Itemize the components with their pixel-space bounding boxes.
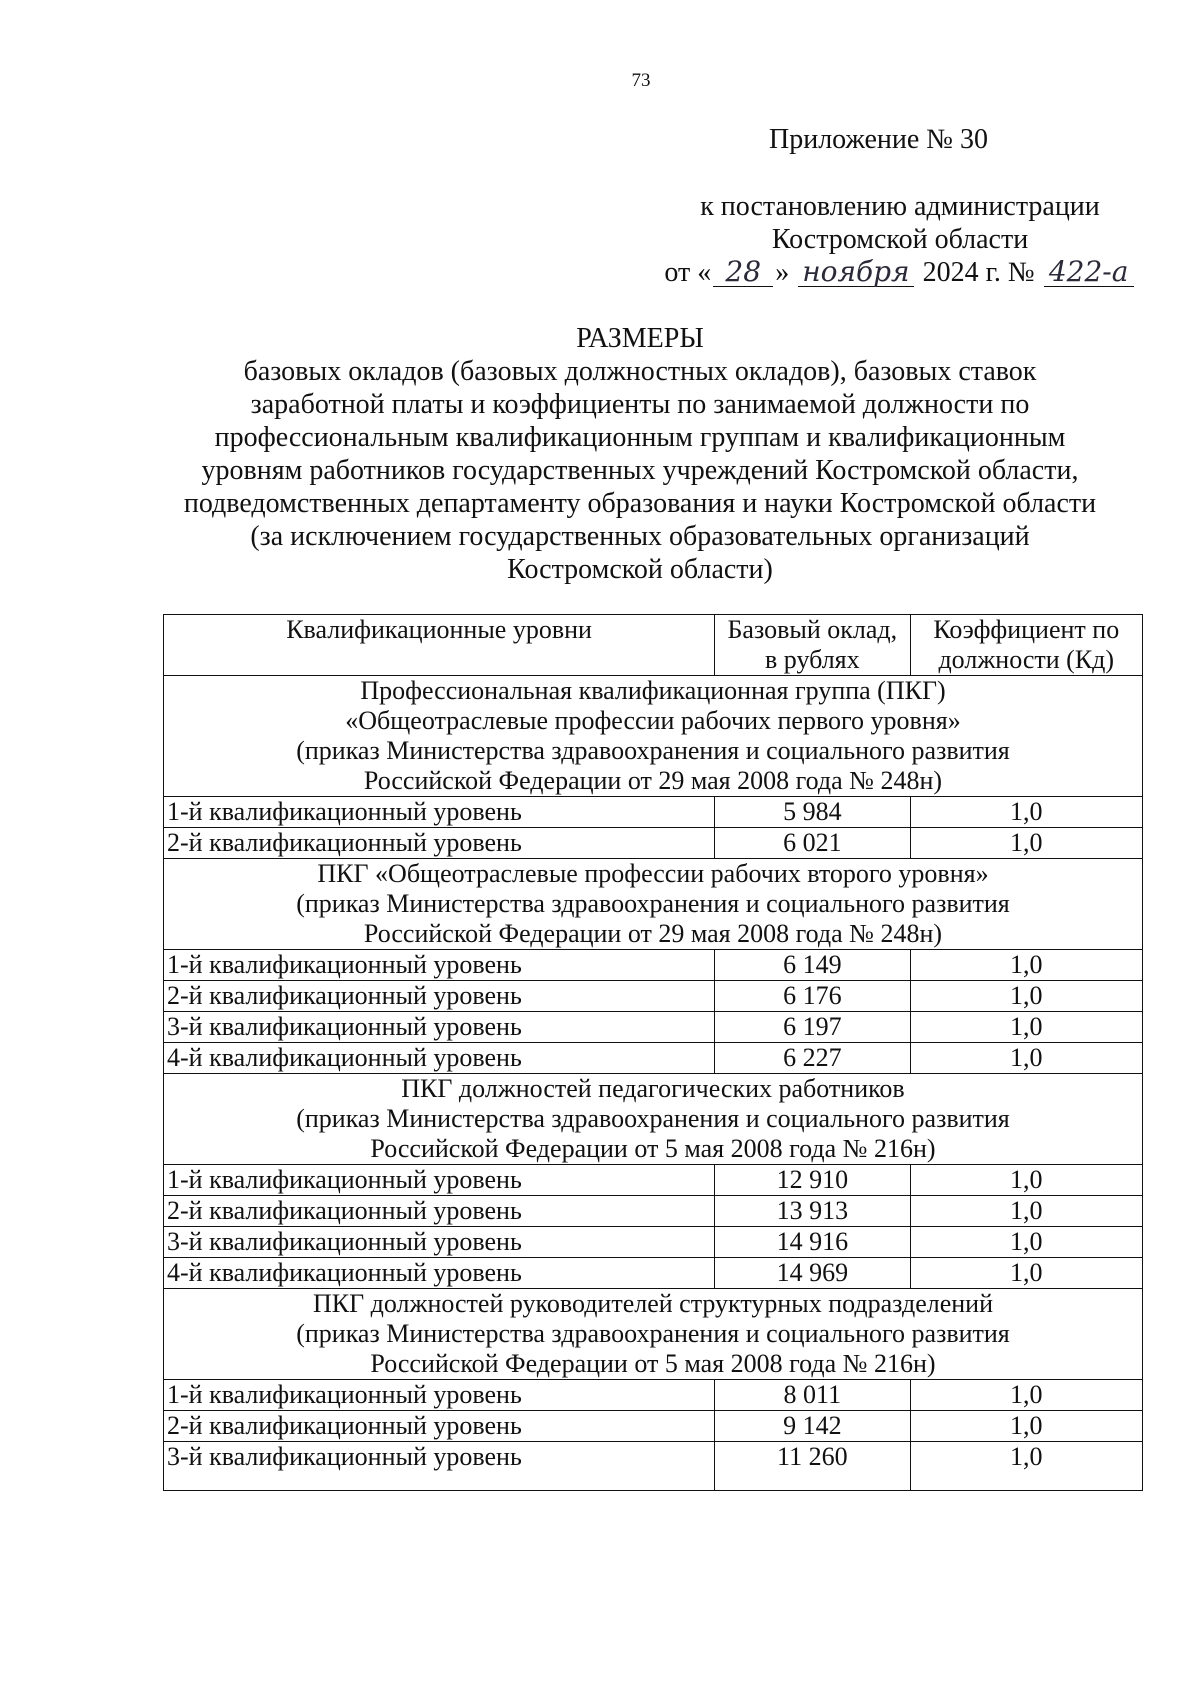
table-row bbox=[164, 950, 1143, 981]
group-heading-row bbox=[164, 676, 1143, 797]
group-heading-row bbox=[164, 859, 1143, 950]
header-coef-line-1: Коэффициент по bbox=[933, 615, 1120, 644]
level-cell: 1-й квалификационный уровень bbox=[164, 797, 715, 828]
group-heading-line: ПКГ «Общеотраслевые профессии рабочих второго уровня» bbox=[317, 859, 989, 888]
salary-cell: 6 149 bbox=[715, 950, 910, 981]
handwritten-decree-number: 422-а bbox=[1044, 258, 1134, 287]
group-heading-row bbox=[164, 1074, 1143, 1165]
level-cell: 2-й квалификационный уровень bbox=[164, 828, 715, 859]
handwritten-month: ноября bbox=[798, 258, 913, 287]
level-cell: 1-й квалификационный уровень bbox=[164, 1165, 715, 1196]
level-cell: 2-й квалификационный уровень bbox=[164, 1196, 715, 1227]
group-heading-line: (приказ Министерства здравоохранения и социального развития bbox=[296, 736, 1010, 765]
coefficient-cell: 1,0 bbox=[910, 828, 1142, 859]
group-heading-line: Профессиональная квалификационная группа (ПКГ) bbox=[360, 676, 946, 705]
subtitle-line: подведомственных департаменту образования и науки Костромской области bbox=[183, 488, 1097, 519]
group-heading bbox=[164, 1074, 1143, 1165]
group-heading-line: Российской Федерации от 29 мая 2008 года № 248н) bbox=[363, 919, 943, 948]
subtitle-line: уровням работников государственных учреждений Костромской области, bbox=[201, 455, 1079, 486]
table-row bbox=[164, 828, 1143, 859]
salary-cell: 6 227 bbox=[715, 1043, 910, 1074]
table-row bbox=[164, 1196, 1143, 1227]
salary-cell: 13 913 bbox=[715, 1196, 910, 1227]
group-heading-row bbox=[164, 1289, 1143, 1380]
reference-line-1: к постановлению администрации bbox=[700, 191, 1100, 222]
coefficient-cell: 1,0 bbox=[910, 1442, 1142, 1491]
header-levels: Квалификационные уровни bbox=[164, 615, 715, 676]
group-heading-line: Российской Федерации от 5 мая 2008 года № 216н) bbox=[370, 1134, 936, 1163]
table-row bbox=[164, 1411, 1143, 1442]
salary-cell: 9 142 bbox=[715, 1411, 910, 1442]
subtitle-line: базовых окладов (базовых должностных окладов), базовых ставок bbox=[243, 356, 1037, 387]
salary-cell: 6 021 bbox=[715, 828, 910, 859]
coefficient-cell: 1,0 bbox=[910, 981, 1142, 1012]
group-heading-line: Российской Федерации от 29 мая 2008 года № 248н) bbox=[363, 766, 943, 795]
subtitle-line: профессиональным квалификационным группам и квалификационным bbox=[214, 422, 1066, 453]
table-row bbox=[164, 1227, 1143, 1258]
coefficient-cell: 1,0 bbox=[910, 1196, 1142, 1227]
table-row bbox=[164, 1380, 1143, 1411]
salary-table bbox=[163, 614, 1143, 1491]
salary-cell: 8 011 bbox=[715, 1380, 910, 1411]
group-heading-line: ПКГ должностей руководителей структурных подразделений bbox=[312, 1289, 993, 1318]
coefficient-cell: 1,0 bbox=[910, 1411, 1142, 1442]
subtitle-line: Костромской области) bbox=[507, 554, 773, 585]
level-cell: 4-й квалификационный уровень bbox=[164, 1258, 715, 1289]
salary-cell: 11 260 bbox=[715, 1442, 910, 1491]
salary-cell: 6 176 bbox=[715, 981, 910, 1012]
coefficient-cell: 1,0 bbox=[910, 1043, 1142, 1074]
salary-cell: 14 969 bbox=[715, 1258, 910, 1289]
group-heading-line: ПКГ должностей педагогических работников bbox=[401, 1074, 905, 1103]
table-row bbox=[164, 1043, 1143, 1074]
document-heading bbox=[160, 322, 1120, 586]
group-heading-line: (приказ Министерства здравоохранения и социального развития bbox=[296, 1319, 1010, 1348]
level-cell: 1-й квалификационный уровень bbox=[164, 1380, 715, 1411]
document-title: РАЗМЕРЫ bbox=[576, 323, 704, 354]
reference-line-2: Костромской области bbox=[771, 224, 1029, 255]
table-row bbox=[164, 1258, 1143, 1289]
coefficient-cell: 1,0 bbox=[910, 950, 1142, 981]
header-salary-line-2: в рублях bbox=[765, 645, 860, 674]
year-number-label: 2024 г. № bbox=[922, 257, 1035, 288]
date-quote-close: » bbox=[775, 257, 790, 288]
group-heading-line: (приказ Министерства здравоохранения и социального развития bbox=[296, 1104, 1010, 1133]
header-coefficient bbox=[910, 615, 1142, 676]
reference-date-line bbox=[640, 256, 1160, 289]
coefficient-cell: 1,0 bbox=[910, 1380, 1142, 1411]
group-heading-line: (приказ Министерства здравоохранения и социального развития bbox=[296, 889, 1010, 918]
group-heading bbox=[164, 1289, 1143, 1380]
appendix-title: Приложение № 30 bbox=[769, 124, 988, 155]
salary-cell: 12 910 bbox=[715, 1165, 910, 1196]
level-cell: 3-й квалификационный уровень bbox=[164, 1012, 715, 1043]
level-cell: 1-й квалификационный уровень bbox=[164, 950, 715, 981]
level-cell: 2-й квалификационный уровень bbox=[164, 1411, 715, 1442]
level-cell: 4-й квалификационный уровень bbox=[164, 1043, 715, 1074]
header-salary-line-1: Базовый оклад, bbox=[727, 615, 898, 644]
coefficient-cell: 1,0 bbox=[910, 797, 1142, 828]
level-cell: 2-й квалификационный уровень bbox=[164, 981, 715, 1012]
table-row bbox=[164, 1442, 1143, 1491]
level-cell: 3-й квалификационный уровень bbox=[164, 1442, 715, 1491]
date-prefix: от « bbox=[664, 257, 712, 288]
handwritten-day: 28 bbox=[713, 258, 773, 287]
group-heading-line: Российской Федерации от 5 мая 2008 года № 216н) bbox=[370, 1349, 936, 1378]
group-heading bbox=[164, 859, 1143, 950]
coefficient-cell: 1,0 bbox=[910, 1227, 1142, 1258]
table-header-row bbox=[164, 615, 1143, 676]
level-cell: 3-й квалификационный уровень bbox=[164, 1227, 715, 1258]
header-coef-line-2: должности (Кд) bbox=[938, 645, 1115, 674]
coefficient-cell: 1,0 bbox=[910, 1012, 1142, 1043]
table-row bbox=[164, 981, 1143, 1012]
table-row bbox=[164, 797, 1143, 828]
coefficient-cell: 1,0 bbox=[910, 1258, 1142, 1289]
coefficient-cell: 1,0 bbox=[910, 1165, 1142, 1196]
decree-reference bbox=[640, 190, 1160, 289]
subtitle-line: (за исключением государственных образовательных организаций bbox=[250, 521, 1030, 552]
salary-cell: 6 197 bbox=[715, 1012, 910, 1043]
header-base-salary bbox=[715, 615, 910, 676]
salary-cell: 14 916 bbox=[715, 1227, 910, 1258]
table-row bbox=[164, 1165, 1143, 1196]
page-number: 73 bbox=[631, 70, 651, 91]
group-heading bbox=[164, 676, 1143, 797]
subtitle-line: заработной платы и коэффициенты по занимаемой должности по bbox=[250, 389, 1030, 420]
salary-cell: 5 984 bbox=[715, 797, 910, 828]
group-heading-line: «Общеотраслевые профессии рабочих первого уровня» bbox=[345, 706, 961, 735]
table-row bbox=[164, 1012, 1143, 1043]
